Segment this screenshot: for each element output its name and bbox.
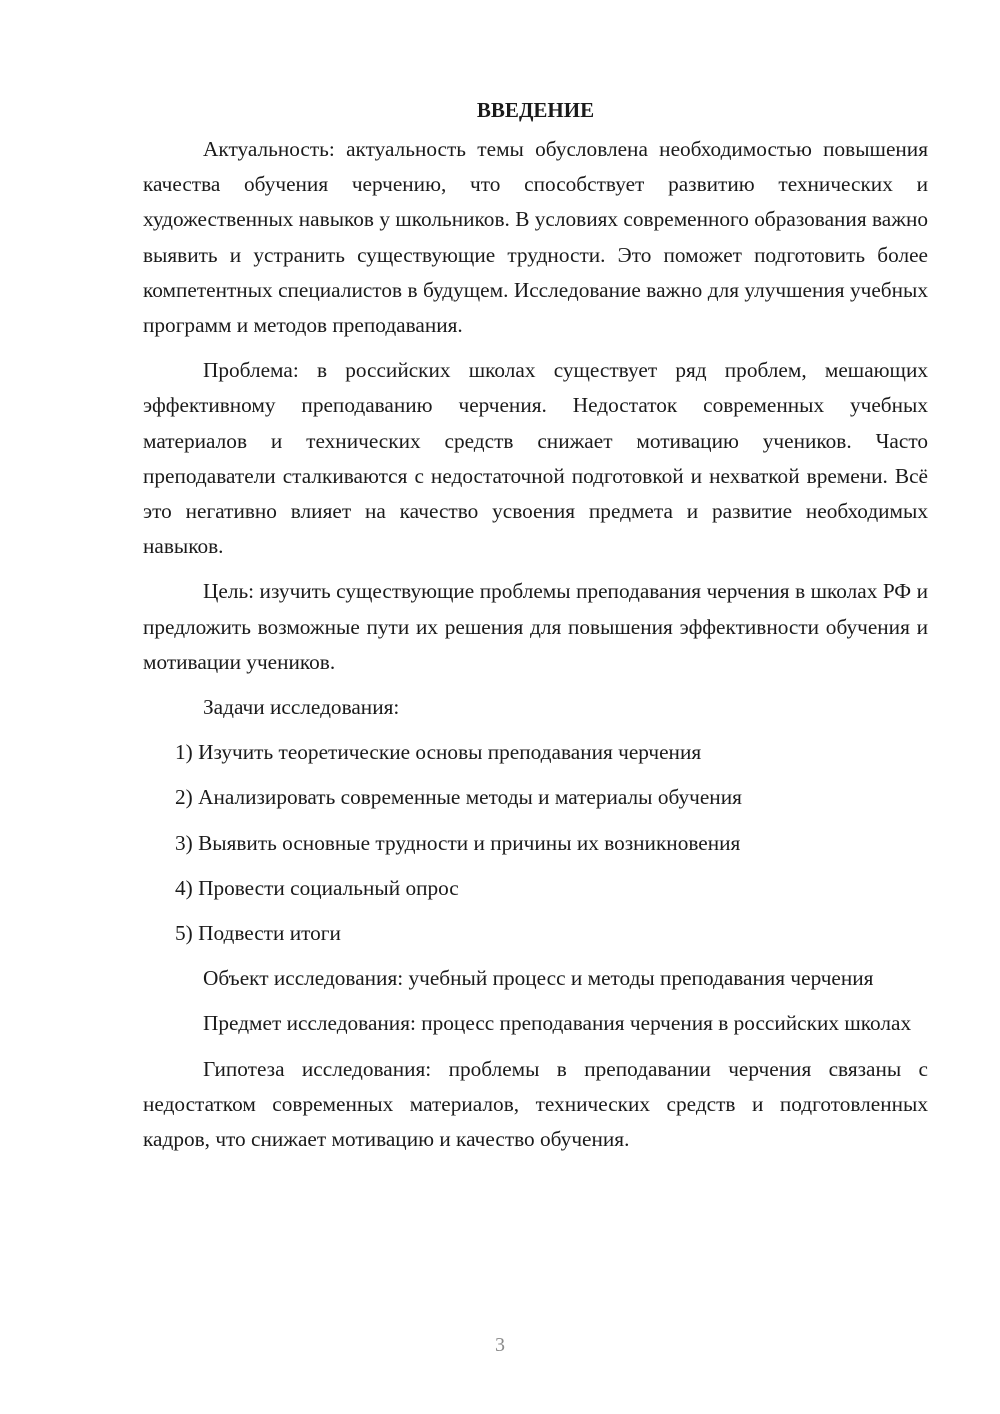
- page-title: ВВЕДЕНИЕ: [476, 98, 595, 122]
- page-number: 3: [495, 1334, 505, 1356]
- tasks-heading: Задачи исследования:: [203, 695, 400, 720]
- tasks-list: [143, 735, 928, 951]
- hypothesis-paragraph: Гипотеза исследования: проблемы в преподавании черчения связаны с недостатком современных материалов, технических средств и подготовленных кадров, что снижает мотивацию и качество обучения.: [143, 1056, 928, 1152]
- task-item: 5) Подвести итоги: [175, 921, 341, 946]
- document-page: [143, 92, 928, 1167]
- subject-paragraph: Предмет исследования: процесс преподавания черчения в российских школах: [203, 1011, 912, 1036]
- task-item: 3) Выявить основные трудности и причины их возникновения: [175, 830, 741, 855]
- goal-paragraph: Цель: изучить существующие проблемы преподавания черчения в школах РФ и предложить возможные пути их решения для повышения эффективности обучения и мотивации учеников.: [143, 579, 928, 674]
- task-item: 1) Изучить теоретические основы преподавания черчения: [175, 740, 702, 765]
- problem-paragraph: Проблема: в российских школах существует ряд проблем, мешающих эффективному преподаванию черчения. Недостаток современных учебных материалов и технических средств снижает мотивацию учеников. Часто преподаватели сталкиваются с недостаточной подготовкой и нехваткой времени. Всё это негативно влияет на качество усвоения предмета и развитие необходимых навыков.: [143, 358, 928, 559]
- relevance-paragraph: Актуальность: актуальность темы обусловлена необходимостью повышения качества обучения черчению, что способствует развитию технических и художественных навыков у школьников. В условиях современного образования важно выявить и устранить существующие трудности. Это поможет подготовить более компетентных специалистов в будущем. Исследование важно для улучшения учебных программ и методов преподавания.: [143, 137, 928, 338]
- task-item: 4) Провести социальный опрос: [175, 875, 459, 900]
- object-paragraph: Объект исследования: учебный процесс и методы преподавания черчения: [203, 966, 874, 991]
- task-item: 2) Анализировать современные методы и материалы обучения: [175, 785, 742, 810]
